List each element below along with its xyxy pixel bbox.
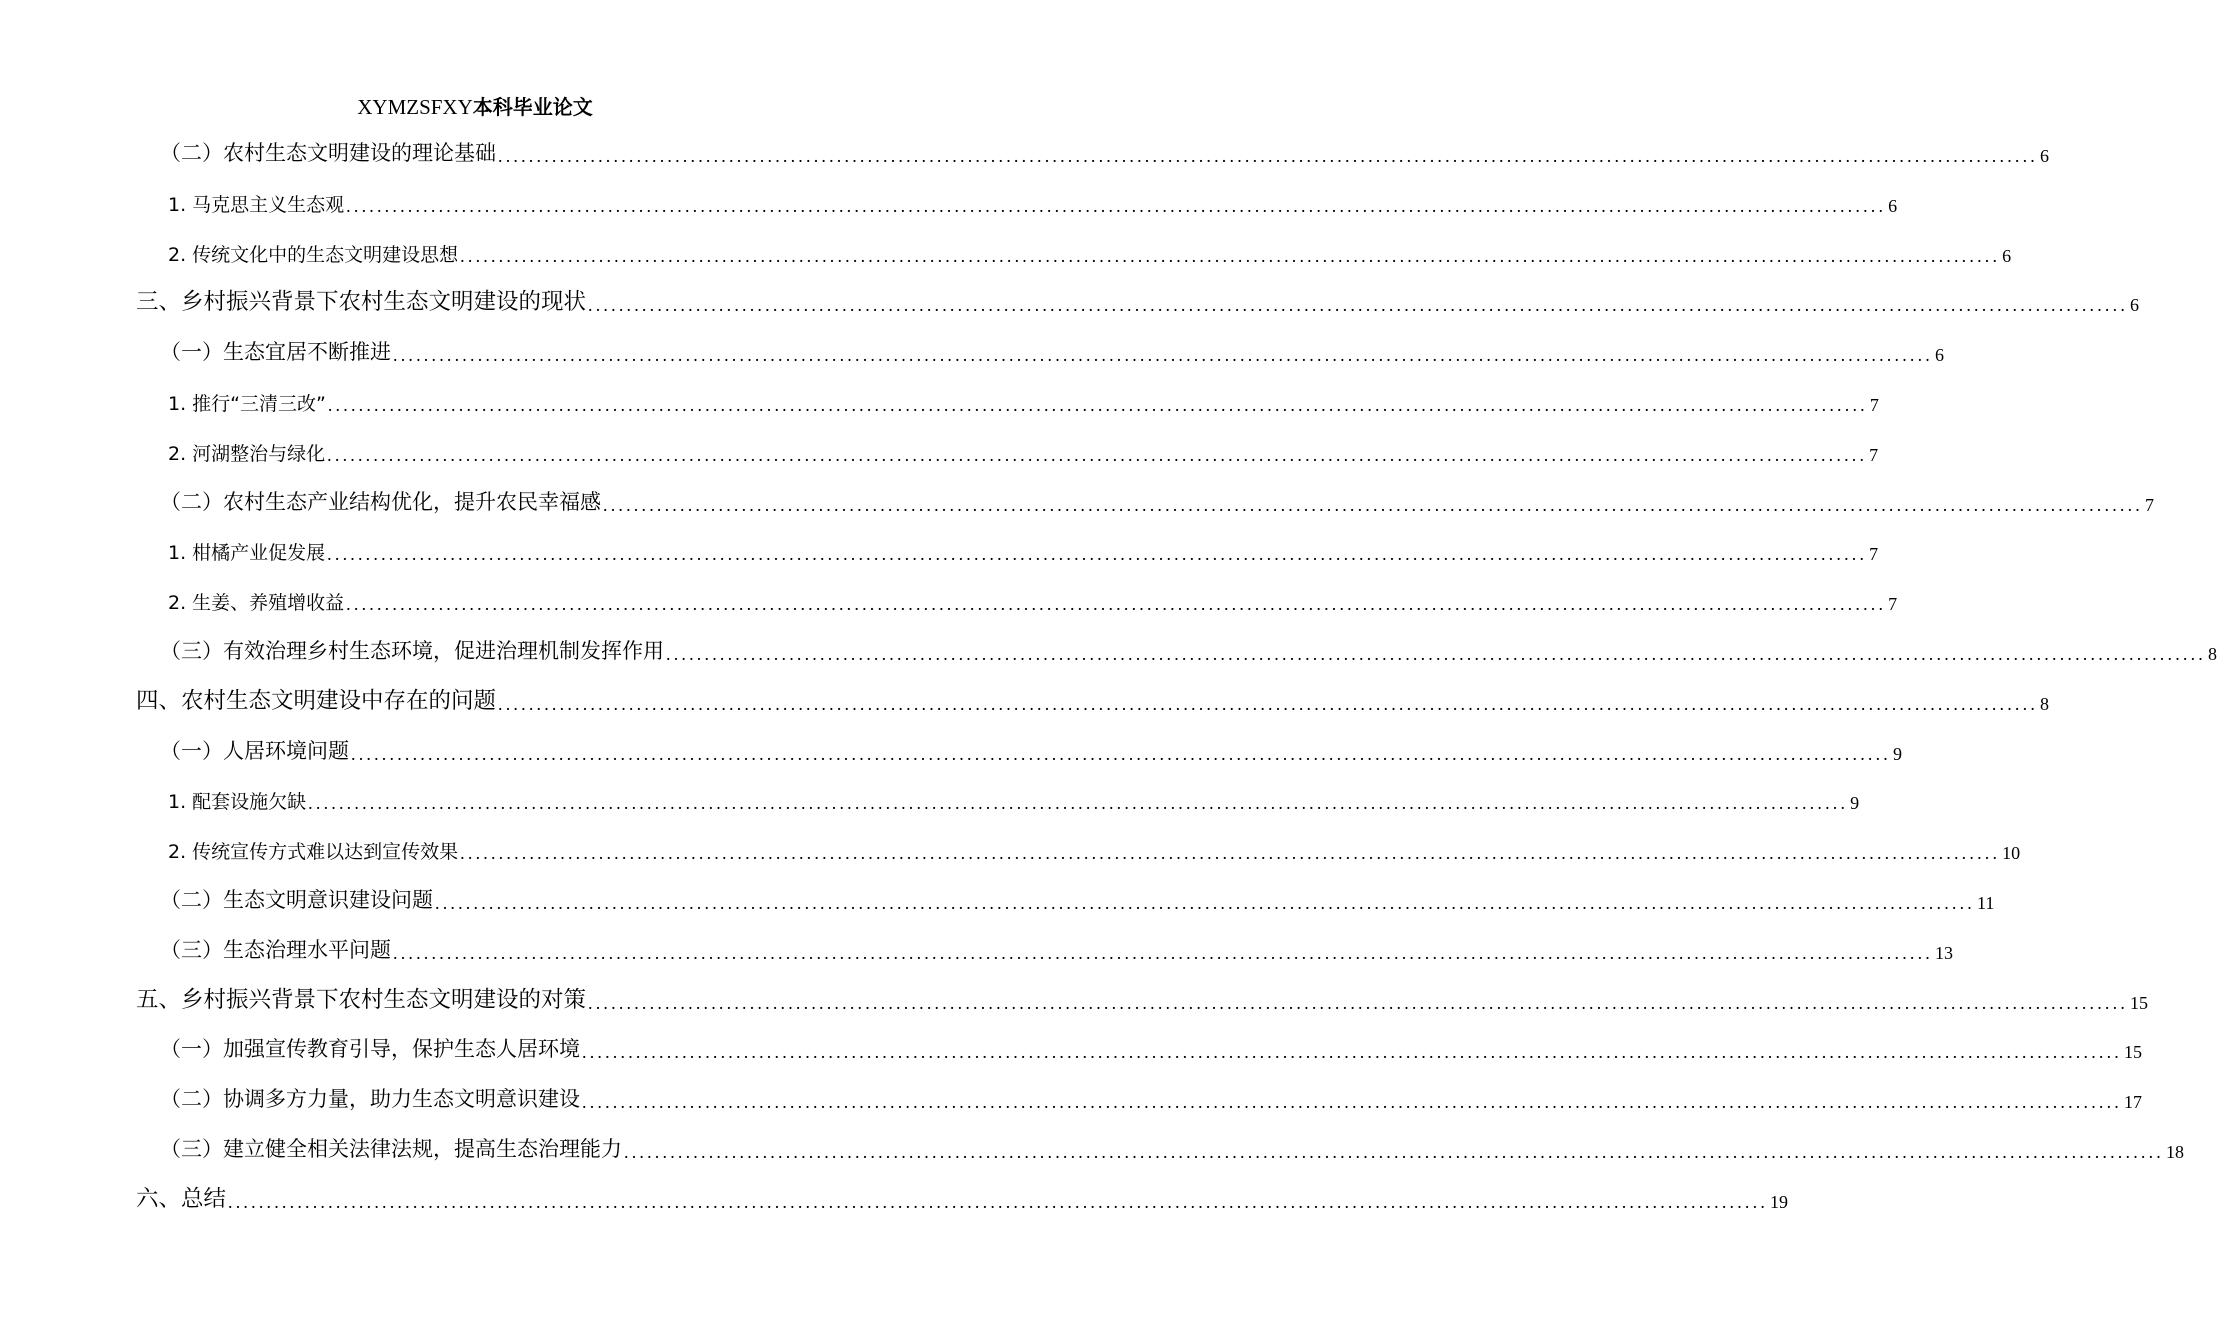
toc-entry-label: 1. 柑橘产业促发展 xyxy=(168,542,326,565)
toc-entry-label: （二）农村生态产业结构优化，提升农民幸福感 xyxy=(160,489,601,514)
toc-leader-dots: ........................................................................................................................................................................................................ xyxy=(393,942,1933,963)
toc-entry-label: 2. 传统文化中的生态文明建设思想 xyxy=(168,243,459,266)
toc-page-number: 8 xyxy=(2208,644,2217,664)
toc-page-number: 8 xyxy=(2040,693,2050,714)
toc-entry[interactable] xyxy=(168,533,1879,565)
toc-entry[interactable] xyxy=(160,484,2154,516)
header-school-code: XYMZSFXY xyxy=(357,95,473,119)
toc-entry[interactable] xyxy=(136,1181,1789,1213)
toc-page-number: 7 xyxy=(2145,494,2154,515)
toc-entry[interactable] xyxy=(160,334,1944,366)
toc-entry[interactable] xyxy=(136,982,2149,1014)
toc-entry[interactable] xyxy=(136,284,2140,316)
toc-leader-dots: ........................................................................................................................................................................................................ xyxy=(351,743,1891,764)
header-thesis-title: 本科毕业论文 xyxy=(472,95,593,119)
toc-entry-label: 1. 马克思主义生态观 xyxy=(168,193,345,216)
toc-page-number: 15 xyxy=(2124,1042,2142,1063)
toc-entry-label: 2. 生姜、养殖增收益 xyxy=(168,592,345,615)
toc-leader-dots: ........................................................................................................................................................................................................ xyxy=(603,494,2143,515)
toc-leader-dots: ........................................................................................................................................................................................................ xyxy=(393,345,1933,366)
toc-leader-dots: ........................................................................................................................................................................................................ xyxy=(308,793,1849,814)
toc-entry[interactable] xyxy=(160,135,2049,167)
toc-entry[interactable] xyxy=(160,1031,2142,1063)
toc-entry[interactable] xyxy=(168,434,1879,466)
toc-entry-label: （三）建立健全相关法律法规，提高生态治理能力 xyxy=(160,1137,622,1161)
page-header xyxy=(0,93,950,121)
toc-entry[interactable] xyxy=(168,235,2012,267)
toc-leader-dots: ........................................................................................................................................................................................................ xyxy=(435,893,1975,913)
toc-entry-label: （一）人居环境问题 xyxy=(160,738,349,763)
toc-entry-label: 五、乡村振兴背景下农村生态文明建设的对策 xyxy=(136,986,587,1013)
toc-entry-label: 2. 传统宣传方式难以达到宣传效果 xyxy=(168,841,459,864)
toc-page-number: 7 xyxy=(1888,594,1898,615)
toc-entry-label: （三）生态治理水平问题 xyxy=(160,937,391,962)
toc-page-number: 6 xyxy=(2040,146,2049,166)
toc-leader-dots: ........................................................................................................................................................................................................ xyxy=(498,693,2039,714)
toc-entry-label: （二）生态文明意识建设问题 xyxy=(160,888,433,912)
toc-entry-label: （三）有效治理乡村生态环境，促进治理机制发挥作用 xyxy=(160,639,664,663)
toc-leader-dots: ........................................................................................................................................................................................................ xyxy=(346,195,1887,216)
toc-page-number: 6 xyxy=(1935,345,1944,366)
toc-entry-label: （二）协调多方力量，助力生态文明意识建设 xyxy=(160,1087,580,1112)
toc-page-number: 11 xyxy=(1977,893,1995,913)
toc-entry[interactable] xyxy=(168,384,1879,416)
toc-page-number: 6 xyxy=(1888,195,1898,216)
toc-entry[interactable] xyxy=(160,932,1953,964)
toc-page-number: 9 xyxy=(1893,743,1902,764)
toc-leader-dots: ........................................................................................................................................................................................................ xyxy=(228,1191,1769,1212)
toc-leader-dots: ........................................................................................................................................................................................................ xyxy=(498,146,2038,166)
toc-leader-dots: ........................................................................................................................................................................................................ xyxy=(460,843,2001,864)
toc-leader-dots: ........................................................................................................................................................................................................ xyxy=(327,395,1868,415)
toc-entry[interactable] xyxy=(168,185,1898,217)
toc-entry[interactable] xyxy=(168,832,2021,864)
toc-leader-dots: ........................................................................................................................................................................................................ xyxy=(327,544,1868,565)
toc-page-number: 7 xyxy=(1869,395,1879,415)
toc-entry[interactable] xyxy=(168,782,1860,814)
toc-page-number: 18 xyxy=(2166,1142,2184,1162)
toc-entry[interactable] xyxy=(160,882,1995,914)
toc-entry-label: 三、乡村振兴背景下农村生态文明建设的现状 xyxy=(136,289,587,316)
toc-leader-dots: ........................................................................................................................................................................................................ xyxy=(460,245,2001,266)
toc-entry[interactable] xyxy=(160,633,2217,665)
toc-page-number: 7 xyxy=(1869,444,1879,465)
toc-entry-label: 六、总结 xyxy=(136,1185,227,1212)
toc-entry-label: 1. 推行“三清三改” xyxy=(168,393,326,415)
toc-entry-label: 2. 河湖整治与绿化 xyxy=(168,442,326,465)
toc-leader-dots: ........................................................................................................................................................................................................ xyxy=(624,1142,2164,1162)
toc-entry-label: （一）加强宣传教育引导，保护生态人居环境 xyxy=(160,1037,580,1062)
toc-entry-label: 1. 配套设施欠缺 xyxy=(168,791,307,814)
toc-page-number: 9 xyxy=(1850,793,1860,814)
toc-entry-label: 四、农村生态文明建设中存在的问题 xyxy=(136,687,497,714)
toc-entry[interactable] xyxy=(160,1131,2184,1163)
toc-page-number: 10 xyxy=(2002,843,2021,864)
toc-leader-dots: ........................................................................................................................................................................................................ xyxy=(327,444,1868,465)
toc-entry-label: （二）农村生态文明建设的理论基础 xyxy=(160,141,496,165)
toc-entry[interactable] xyxy=(160,733,1902,765)
toc-entry[interactable] xyxy=(160,1081,2142,1113)
toc-leader-dots: ........................................................................................................................................................................................................ xyxy=(588,992,2129,1013)
toc-page-number: 6 xyxy=(2130,295,2140,316)
toc-leader-dots: ........................................................................................................................................................................................................ xyxy=(588,295,2129,316)
toc-page-number: 15 xyxy=(2130,992,2149,1013)
toc-page-number: 17 xyxy=(2124,1092,2142,1113)
toc-page-number: 6 xyxy=(2002,245,2012,266)
toc-page-number: 19 xyxy=(1770,1191,1789,1212)
toc-leader-dots: ........................................................................................................................................................................................................ xyxy=(346,594,1887,615)
toc-leader-dots: ........................................................................................................................................................................................................ xyxy=(582,1042,2122,1063)
toc-entry-label: （一）生态宜居不断推进 xyxy=(160,340,391,365)
toc-page-number: 13 xyxy=(1935,942,1953,963)
toc-entry[interactable] xyxy=(168,583,1898,615)
toc-entry[interactable] xyxy=(136,683,2050,715)
toc-leader-dots: ........................................................................................................................................................................................................ xyxy=(666,644,2206,664)
toc-page-number: 7 xyxy=(1869,544,1879,565)
toc-leader-dots: ........................................................................................................................................................................................................ xyxy=(582,1092,2122,1113)
